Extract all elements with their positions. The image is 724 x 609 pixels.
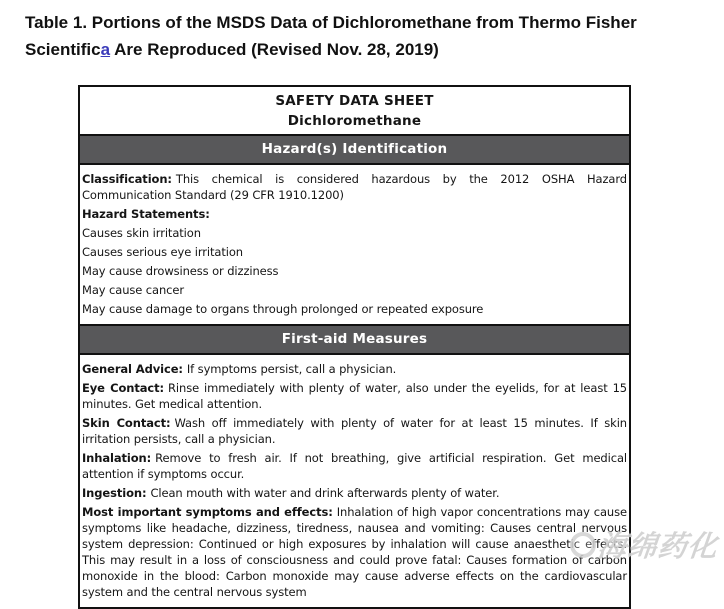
first-aid-entry-ingestion: [82, 485, 627, 501]
entry-text: If symptoms persist, call a physician.: [186, 362, 397, 376]
sds-title: SAFETY DATA SHEET: [275, 93, 434, 109]
entry-label: Inhalation:: [82, 451, 152, 465]
entry-label: Skin Contact:: [82, 416, 171, 430]
entry-label: Ingestion:: [82, 486, 147, 500]
caption-text-before: Table 1. Portions of the MSDS Data of Dichloromethane from Thermo Fisher Scientific: [25, 13, 637, 59]
table-caption: [25, 9, 705, 63]
hazard-statements-label-text: Hazard Statements:: [82, 207, 210, 221]
classification-label: Classification:: [82, 172, 172, 186]
first-aid-entry-symptoms-effects: [82, 504, 627, 600]
entry-text: Clean mouth with water and drink afterwards plenty of water.: [150, 486, 500, 500]
classification-text: This chemical is considered hazardous by the 2012 OSHA Hazard Communication Standard (29 CFR 1910.1200): [82, 172, 627, 202]
entry-text: Rinse immediately with plenty of water, also under the eyelids, for at least 15 minutes. Get medical attention.: [82, 381, 628, 411]
entry-label: Eye Contact:: [82, 381, 165, 395]
first-aid-entry-inhalation: [82, 450, 627, 482]
sds-chemical-name: Dichloromethane: [287, 113, 422, 129]
first-aid-entry-eye-contact: [82, 380, 627, 412]
hazard-statement: Causes serious eye irritation: [82, 245, 243, 259]
sds-header: [80, 87, 629, 134]
hazard-identification-content: [80, 165, 629, 324]
entry-text: Remove to fresh air. If not breathing, give artificial respiration. Get medical attention if symptoms occur.: [82, 451, 627, 481]
entry-label: Most important symptoms and effects:: [82, 505, 333, 519]
caption-text-after: Are Reproduced (Revised Nov. 28, 2019): [110, 40, 439, 59]
first-aid-content: [80, 355, 629, 607]
sds-table: [78, 85, 631, 609]
watermark-text: 海绵药化: [596, 529, 720, 563]
first-aid-entry-general-advice: [82, 361, 627, 377]
hazard-statement: Causes skin irritation: [82, 226, 201, 240]
hazard-statement: May cause drowsiness or dizziness: [82, 264, 279, 278]
first-aid-entry-skin-contact: [82, 415, 627, 447]
hazard-statements-label: [82, 206, 627, 222]
entry-label: General Advice:: [82, 362, 183, 376]
section-heading-first-aid-measures: First-aid Measures: [80, 324, 629, 355]
classification-paragraph: [82, 171, 627, 203]
hazard-statement: May cause damage to organs through prolonged or repeated exposure: [82, 302, 484, 316]
entry-text: Inhalation of high vapor concentrations may cause symptoms like headache, dizziness, tiredness, nausea and vomiting: Causes central nervous system depression: Continued or high exposures by inhalation will cause anaesthetic effects. This may result in a loss of consciousness and could prove fatal: Causes formation of carbon monoxide in the blood: Carbon monoxide may cause adverse effects on the cardiovascular system and the central nervous system: [82, 505, 627, 599]
hazard-statement: May cause cancer: [82, 283, 184, 297]
footnote-link[interactable]: a: [100, 40, 111, 59]
entry-text: Wash off immediately with plenty of water for at least 15 minutes. If skin irritation persists, call a physician.: [82, 416, 627, 446]
section-heading-hazard-identification: Hazard(s) Identification: [80, 134, 629, 165]
